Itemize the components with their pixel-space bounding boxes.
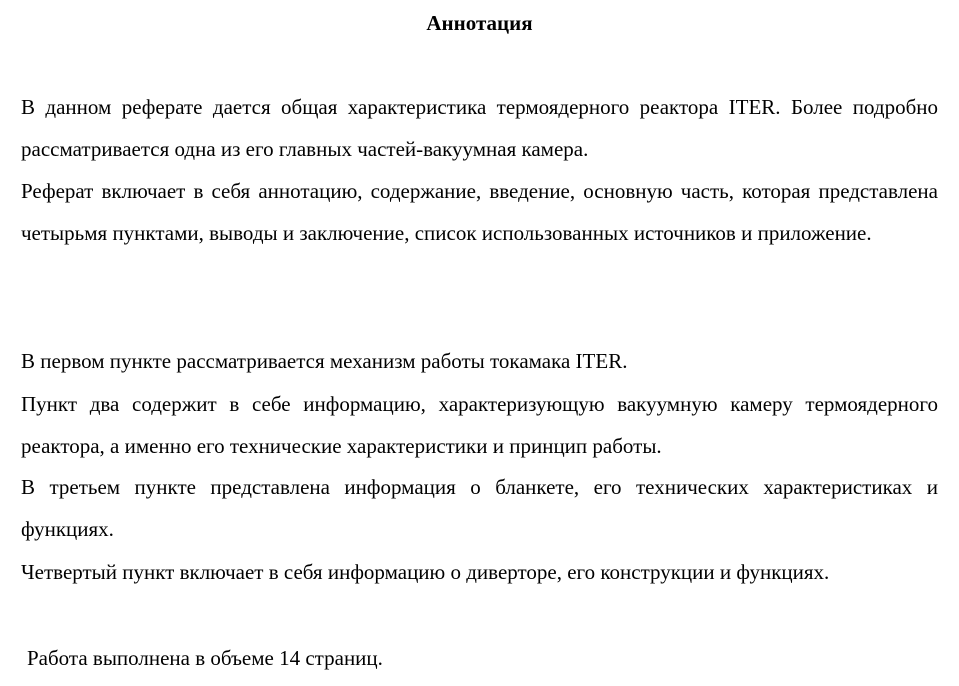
paragraph-point-four: Четвертый пункт включает в себя информацию о диверторе, его конструкции и функциях. — [21, 560, 830, 584]
paragraph-point-two: Пункт два содержит в себе информацию, характеризующую вакуумную камеру термоядерного реактора, а именно его технические характеристики и принцип работы. — [21, 392, 938, 458]
paragraph-point-one: В первом пункте рассматривается механизм работы токамака ITER. — [21, 349, 628, 373]
document-title: Аннотация — [426, 11, 533, 35]
paragraph-page-count: Работа выполнена в объеме 14 страниц. — [27, 646, 383, 670]
paragraph-overview: В данном реферате дается общая характеристика термоядерного реактора ITER. Более подробно рассматривается одна из его главных частей-вакуумная камера. — [21, 95, 938, 161]
paragraph-contents: Реферат включает в себя аннотацию, содержание, введение, основную часть, которая представлена четырьмя пунктами, выводы и заключение, список использованных источников и приложение. — [21, 179, 938, 245]
paragraph-point-three: В третьем пункте представлена информация о бланкете, его технических характеристиках и функциях. — [21, 475, 938, 541]
